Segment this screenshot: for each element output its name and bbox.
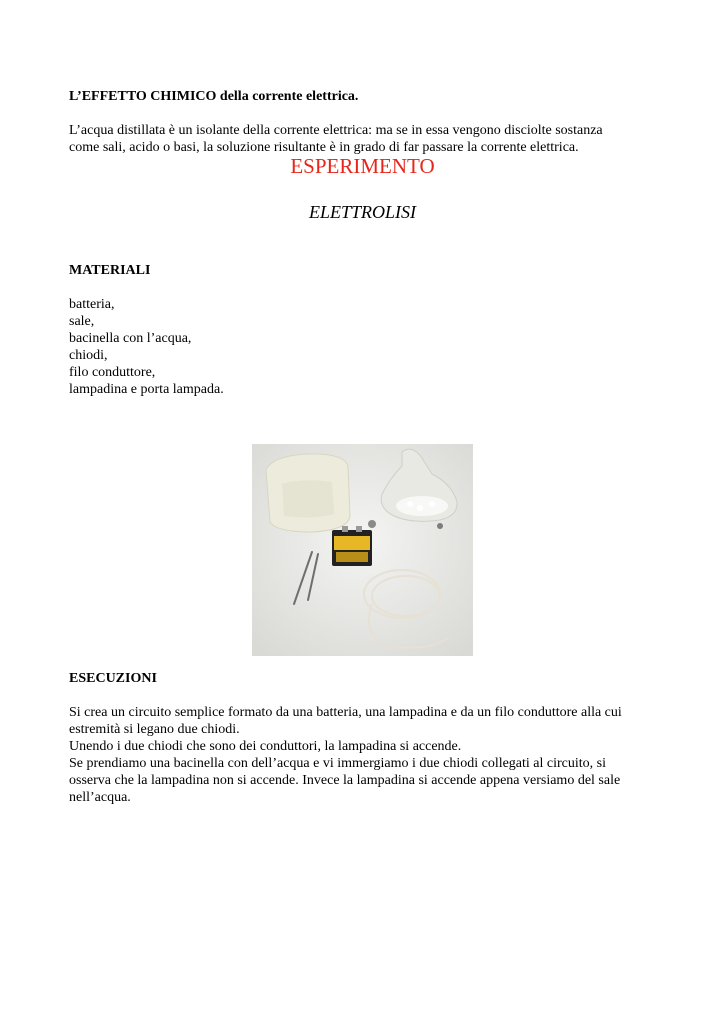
execution-line-3: Unendo i due chiodi che sono dei conduttori, la lampadina si accende. [69,739,462,754]
intro-line-2: come sali, acido o basi, la soluzione risultante è in grado di far passare la corrente elettrica. [69,140,579,155]
list-item: lampadina e porta lampada. [69,382,224,397]
experiment-subtitle: ELETTROLISI [308,202,416,222]
materials-photo [252,444,473,656]
execution-line-4: Se prendiamo una bacinella con dell’acqua e vi immergiamo i due chiodi collegati al circuito, si [69,756,607,771]
materials-heading: MATERIALI [69,263,151,278]
materials-list [69,296,224,398]
execution-line-1: Si crea un circuito semplice formato da una batteria, una lampadina e da un filo conduttore alla cui [69,705,622,720]
basin-shape [266,454,350,532]
document-heading: L’EFFETTO CHIMICO della corrente elettrica. [69,89,359,104]
experiment-title: ESPERIMENTO [290,154,435,178]
execution-line-5: osserva che la lampadina non si accende. Invece la lampadina si accende appena versiamo del sale [69,773,621,788]
battery-shape [332,526,372,566]
list-item: bacinella con l’acqua, [69,331,192,346]
execution-heading: ESECUZIONI [69,671,157,686]
list-item: batteria, [69,297,115,312]
intro-line-1: L’acqua distillata è un isolante della corrente elettrica: ma se in essa vengono disciolte sostanza [69,123,603,138]
list-item: chiodi, [69,348,108,363]
execution-line-6: nell’acqua. [69,790,131,805]
execution-line-2: estremità si legano due chiodi. [69,722,240,737]
list-item: filo conduttore, [69,365,156,380]
list-item: sale, [69,314,95,329]
